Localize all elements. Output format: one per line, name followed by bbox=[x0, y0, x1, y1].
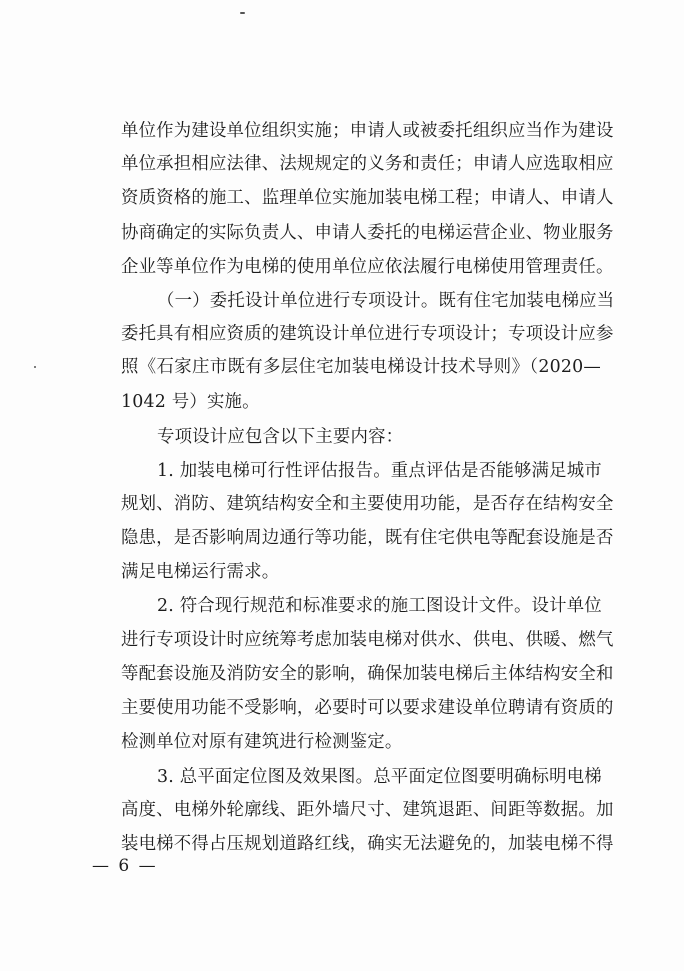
text-line: 检测单位对原有建筑进行检测鉴定。 bbox=[121, 732, 403, 752]
list-item-line: 2. 符合现行规范和标准要求的施工图设计文件。设计单位 bbox=[157, 596, 602, 616]
text-line: 委托具有相应资质的建筑设计单位进行专项设计；专项设计应参 bbox=[121, 324, 614, 344]
text-line: 等配套设施及消防安全的影响，确保加装电梯后主体结构安全和 bbox=[121, 664, 614, 684]
text-line: 单位作为建设单位组织实施；申请人或被委托组织应当作为建设 bbox=[121, 121, 614, 141]
text-line: 主要使用功能不受影响，必要时可以要求建设单位聘请有资质的 bbox=[121, 698, 614, 718]
section-heading-line: （一）委托设计单位进行专项设计。既有住宅加装电梯应当 bbox=[157, 291, 615, 311]
text-line: 单位承担相应法律、法规规定的义务和责任；申请人应选取相应 bbox=[121, 154, 614, 174]
text-line: 满足电梯运行需求。 bbox=[121, 562, 280, 582]
text-line: 规划、消防、建筑结构安全和主要使用功能，是否存在结构安全 bbox=[121, 494, 614, 514]
text-line: 隐患，是否影响周边通行等功能，既有住宅供电等配套设施是否 bbox=[121, 528, 614, 548]
text-line: 协商确定的实际负责人、申请人委托的电梯运营企业、物业服务 bbox=[121, 223, 614, 243]
text-line: 资质资格的施工、监理单位实施加装电梯工程；申请人、申请人 bbox=[121, 188, 614, 208]
scan-speck bbox=[240, 12, 245, 14]
list-item-line: 1. 加装电梯可行性评估报告。重点评估是否能够满足城市 bbox=[157, 461, 602, 481]
text-line: 进行专项设计时应统筹考虑加装电梯对供水、供电、供暖、燃气 bbox=[121, 630, 614, 650]
text-line: 专项设计应包含以下主要内容： bbox=[157, 427, 404, 447]
scan-speck bbox=[34, 366, 36, 368]
text-line: 照《石家庄市既有多层住宅加装电梯设计技术导则》（2020— bbox=[121, 357, 601, 377]
text-line: 高度、电梯外轮廓线、距外墙尺寸、建筑退距、间距等数据。加 bbox=[121, 800, 614, 820]
page-number: — 6 — bbox=[92, 856, 158, 876]
text-line: 企业等单位作为电梯的使用单位应依法履行电梯使用管理责任。 bbox=[121, 257, 614, 277]
text-line: 装电梯不得占压规划道路红线，确实无法避免的，加装电梯不得 bbox=[121, 834, 614, 854]
list-item-line: 3. 总平面定位图及效果图。总平面定位图要明确标明电梯 bbox=[157, 767, 602, 787]
text-line: 1042 号）实施。 bbox=[121, 392, 260, 412]
